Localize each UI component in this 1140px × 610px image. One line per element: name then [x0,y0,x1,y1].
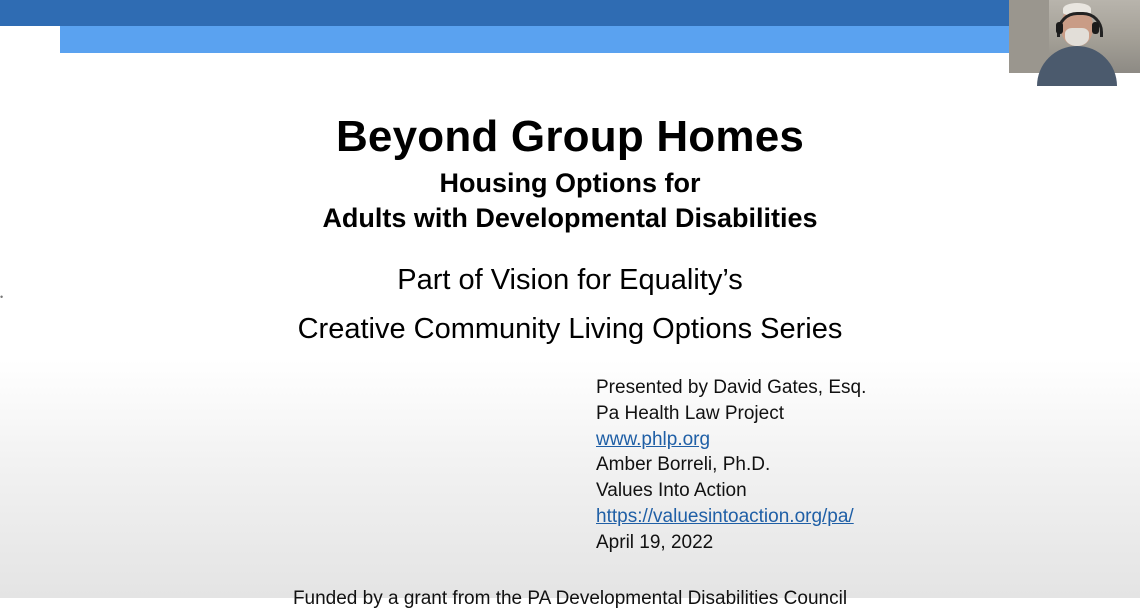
header-band-dark [0,0,1140,26]
presentation-date: April 19, 2022 [596,531,714,553]
presenter-shirt [1037,46,1117,86]
webcam-thumbnail[interactable] [1009,0,1140,73]
series-line1: Part of Vision for Equality’s [397,264,743,296]
slide-title: Beyond Group Homes [335,112,805,161]
presenter-line3: Amber Borreli, Ph.D. [596,454,771,476]
series-line2: Creative Community Living Options Series [297,313,843,345]
header-band-light [60,26,1140,53]
presenter-block [596,375,866,556]
presenter-org2: Values Into Action [596,480,747,502]
webcam-background [1009,0,1049,73]
slide-subtitle-line2: Adults with Developmental Disabilities [322,203,818,233]
presenter-org: Pa Health Law Project [596,402,784,424]
headset-ear-left [1056,22,1063,34]
slide-subtitle-line1: Housing Options for [439,168,701,198]
edge-artifact: • [0,292,4,302]
presenter-line1: Presented by David Gates, Esq. [596,377,867,398]
link-phlp[interactable]: www.phlp.org [596,428,711,450]
headset-ear-right [1092,22,1099,34]
link-values-into-action[interactable]: https://valuesintoaction.org/pa/ [596,505,854,527]
footer-funding-text: Funded by a grant from the PA Developmental Disabilities Council [292,588,848,609]
presenter-link-phlp-wrapper [596,427,866,453]
presenter-link-via-wrapper [596,504,866,530]
